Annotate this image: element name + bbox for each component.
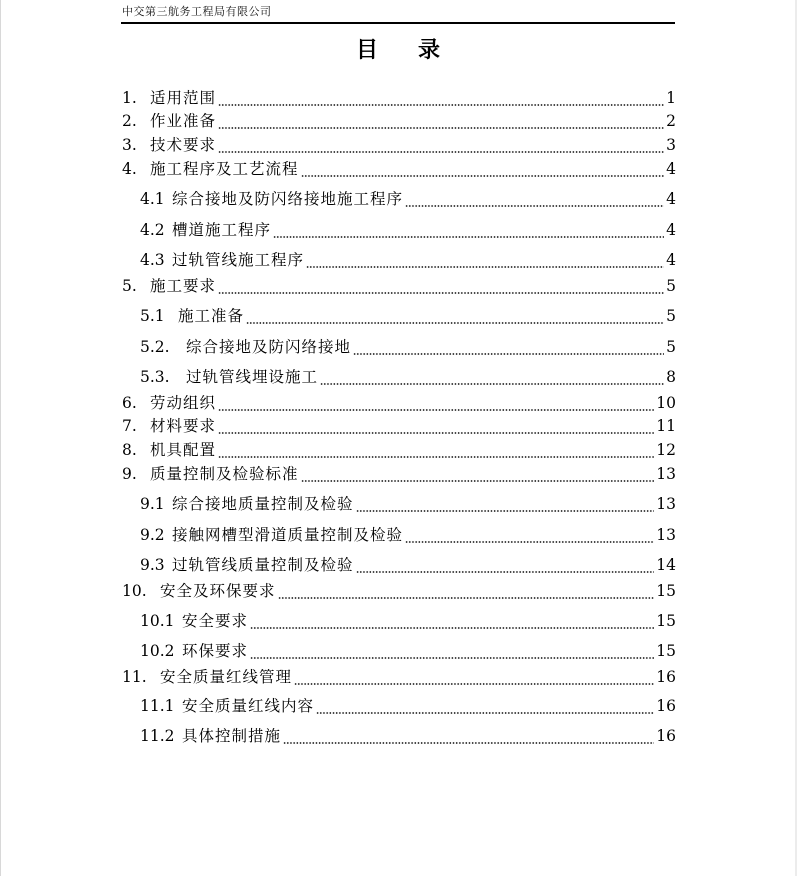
toc-dot-leader [278,581,655,601]
toc-entry-page: 5 [666,338,676,356]
toc-entry-page: 15 [656,612,676,630]
toc-dot-leader [301,464,655,484]
toc-entry-page: 2 [666,112,676,130]
toc-entry[interactable] [140,216,676,240]
header-rule [121,22,675,24]
toc-entry-title: 过轨管线施工程序 [172,251,305,269]
toc-entry-page: 4 [666,251,676,269]
toc-dot-leader [353,337,664,357]
toc-entry-title: 综合接地及防闪络接地 [186,338,352,356]
toc-dot-leader [306,250,664,270]
toc-entry-number: 4.2 [140,221,165,239]
toc-entry[interactable] [140,692,676,716]
toc-entry[interactable] [140,490,676,514]
toc-entry-number: 4.3 [140,251,165,269]
toc-entry-page: 13 [656,465,676,483]
toc-entry-title: 安全要求 [182,612,249,630]
toc-entry-number: 10. [122,582,147,600]
toc-dot-leader [246,306,664,326]
toc-dot-leader [356,494,655,514]
toc-entry-title: 施工准备 [178,307,245,325]
toc-entry-number: 4.1 [140,190,165,208]
toc-entry[interactable] [122,131,676,155]
toc-entry-number: 5. [122,277,137,295]
toc-entry[interactable] [140,551,676,575]
toc-entry-page: 4 [666,190,676,208]
toc-entry-title: 过轨管线质量控制及检验 [172,556,354,574]
toc-entry-page: 5 [666,277,676,295]
toc-entry-number: 10.1 [140,612,175,630]
toc-entry[interactable] [122,663,676,687]
toc-entry-page: 1 [666,89,676,107]
toc-entry-title: 机具配置 [150,441,217,459]
toc-entry-number: 11. [122,668,147,686]
toc-dot-leader [273,220,664,240]
toc-entry-number: 9.1 [140,495,165,513]
toc-entry-page: 13 [656,526,676,544]
toc-entry-number: 8. [122,441,137,459]
page-edge-left [0,0,1,876]
toc-entry-number: 9.2 [140,526,165,544]
toc-entry-page: 10 [656,394,676,412]
toc-entry[interactable] [140,521,676,545]
toc-entry-title: 具体控制措施 [182,727,282,745]
toc-entry-page: 11 [656,417,676,435]
toc-entry-title: 综合接地及防闪络接地施工程序 [172,190,404,208]
toc-entry-number: 11.2 [140,727,175,745]
toc-entry-number: 11.1 [140,697,175,715]
toc-dot-leader [294,667,654,687]
toc-entry-page: 4 [666,221,676,239]
toc-entry-page: 8 [666,368,676,386]
toc-entry-number: 9. [122,465,137,483]
toc-entry-title: 施工要求 [150,277,217,295]
toc-dot-leader [218,111,664,131]
toc-entry-page: 15 [656,642,676,660]
toc-entry-page: 16 [656,727,676,745]
toc-entry-title: 作业准备 [150,112,217,130]
toc-entry-number: 2. [122,112,137,130]
toc-dot-leader [405,189,664,209]
toc-entry-page: 13 [656,495,676,513]
toc-dot-leader [301,159,665,179]
toc-entry-title: 环保要求 [182,642,249,660]
toc-entry[interactable] [122,436,676,460]
toc-entry-title: 质量控制及检验标准 [150,465,299,483]
toc-entry-number: 6. [122,394,137,412]
toc-entry-title: 安全及环保要求 [160,582,276,600]
toc-dot-leader [250,641,654,661]
toc-entry-number: 9.3 [140,556,165,574]
toc-entry-number: 4. [122,160,137,178]
toc-entry-title: 安全质量红线管理 [160,668,293,686]
toc-entry-title: 施工程序及工艺流程 [150,160,299,178]
toc-entry[interactable] [122,412,676,436]
toc-entry-number: 5.2. [140,338,170,356]
toc-entry-title: 适用范围 [150,89,217,107]
toc-entry[interactable] [140,333,676,357]
toc-entry[interactable] [140,246,676,270]
toc-entry[interactable] [140,637,676,661]
toc-entry-page: 12 [656,441,676,459]
toc-entry-page: 5 [666,307,676,325]
toc-entry[interactable] [122,155,676,179]
toc-dot-leader [218,440,654,460]
toc-entry-title: 槽道施工程序 [172,221,272,239]
toc-entry[interactable] [140,302,676,326]
toc-entry[interactable] [122,389,676,413]
toc-dot-leader [250,611,654,631]
toc-dot-leader [356,555,655,575]
toc-dot-leader [405,525,654,545]
toc-entry-title: 安全质量红线内容 [182,697,315,715]
toc-entry[interactable] [140,607,676,631]
toc-entry[interactable] [122,577,676,601]
toc-entry-page: 16 [656,668,676,686]
toc-entry-number: 5.1 [140,307,165,325]
toc-entry-number: 1. [122,89,137,107]
toc-entry[interactable] [122,272,676,296]
toc-entry-title: 技术要求 [150,136,217,154]
toc-entry-page: 15 [656,582,676,600]
toc-entry-title: 接触网槽型滑道质量控制及检验 [172,526,404,544]
toc-dot-leader [316,696,654,716]
toc-entry-page: 16 [656,697,676,715]
toc-entry[interactable] [140,185,676,209]
toc-entry[interactable] [122,107,676,131]
page-title: 目录 [355,38,480,63]
toc-dot-leader [283,726,654,746]
toc-entry-page: 3 [666,136,676,154]
toc-entry[interactable] [140,722,676,746]
toc-dot-leader [218,276,664,296]
toc-entry-page: 4 [666,160,676,178]
toc-dot-leader [218,393,654,413]
toc-dot-leader [320,367,664,387]
toc-dot-leader [218,88,664,108]
toc-entry-title: 综合接地质量控制及检验 [172,495,354,513]
toc-entry-title: 材料要求 [150,417,217,435]
toc-entry[interactable] [140,363,676,387]
toc-entry[interactable] [122,460,676,484]
toc-entry-number: 10.2 [140,642,175,660]
toc-entry-number: 5.3. [140,368,170,386]
toc-entry-page: 14 [656,556,676,574]
toc-entry-number: 3. [122,136,137,154]
page-header-company: 中交第三航务工程局有限公司 [122,5,272,18]
toc-dot-leader [218,135,664,155]
toc-entry[interactable] [122,84,676,108]
toc-entry-title: 过轨管线埋设施工 [186,368,319,386]
toc-entry-number: 7. [122,417,137,435]
toc-dot-leader [218,416,654,436]
toc-entry-title: 劳动组织 [150,394,217,412]
